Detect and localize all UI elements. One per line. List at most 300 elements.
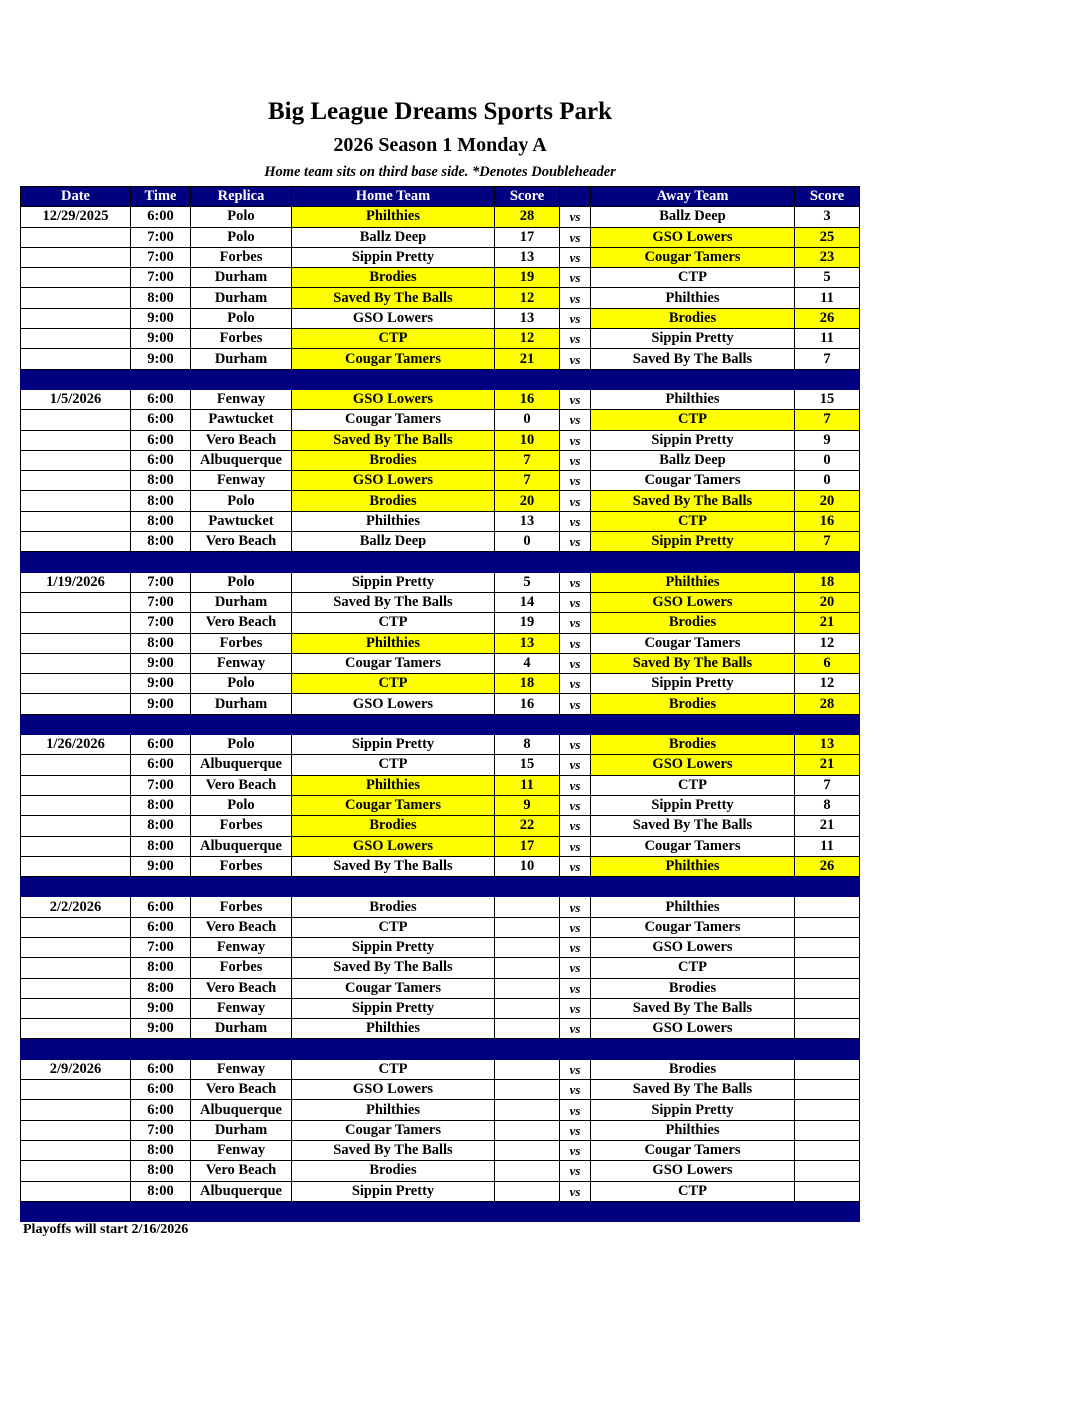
game-replica-field: Polo	[191, 491, 292, 511]
game-date	[21, 532, 131, 552]
vs-label: vs	[560, 613, 591, 633]
away-score	[795, 1181, 860, 1201]
away-team: Brodies	[591, 1059, 795, 1079]
home-team: Saved By The Balls	[292, 856, 495, 876]
game-replica-field: Forbes	[191, 329, 292, 349]
home-team: Philthies	[292, 1100, 495, 1120]
separator-cell	[292, 369, 495, 389]
game-time: 8:00	[131, 1140, 191, 1160]
game-time: 9:00	[131, 329, 191, 349]
game-row	[21, 268, 860, 288]
game-row	[21, 613, 860, 633]
game-row	[21, 958, 860, 978]
vs-label: vs	[560, 856, 591, 876]
game-row	[21, 694, 860, 714]
home-score: 4	[495, 653, 560, 673]
game-time: 7:00	[131, 247, 191, 267]
game-time: 8:00	[131, 1181, 191, 1201]
game-time: 9:00	[131, 308, 191, 328]
home-score	[495, 897, 560, 917]
separator-cell	[795, 877, 860, 897]
separator-cell	[591, 552, 795, 572]
away-score: 26	[795, 856, 860, 876]
col-header-vs	[560, 187, 591, 207]
away-score: 12	[795, 674, 860, 694]
vs-label: vs	[560, 998, 591, 1018]
game-row	[21, 349, 860, 369]
vs-label: vs	[560, 958, 591, 978]
game-time: 9:00	[131, 694, 191, 714]
away-score	[795, 917, 860, 937]
game-date: 2/2/2026	[21, 897, 131, 917]
week-separator-row	[21, 877, 860, 897]
game-row	[21, 795, 860, 815]
game-row	[21, 247, 860, 267]
away-team: CTP	[591, 268, 795, 288]
game-date	[21, 958, 131, 978]
game-replica-field: Durham	[191, 1019, 292, 1039]
separator-cell	[191, 552, 292, 572]
separator-cell	[560, 1201, 591, 1221]
separator-cell	[795, 714, 860, 734]
game-date	[21, 633, 131, 653]
home-score	[495, 1019, 560, 1039]
vs-label: vs	[560, 308, 591, 328]
away-score	[795, 1080, 860, 1100]
game-replica-field: Durham	[191, 268, 292, 288]
home-score: 17	[495, 836, 560, 856]
season-subtitle: 2026 Season 1 Monday A	[333, 134, 547, 156]
away-score: 11	[795, 329, 860, 349]
away-team: Cougar Tamers	[591, 917, 795, 937]
away-team: CTP	[591, 775, 795, 795]
game-time: 8:00	[131, 958, 191, 978]
home-team: Cougar Tamers	[292, 653, 495, 673]
away-team: GSO Lowers	[591, 1019, 795, 1039]
away-score: 25	[795, 227, 860, 247]
game-row	[21, 389, 860, 409]
page-title: Big League Dreams Sports Park	[268, 98, 612, 125]
away-team: CTP	[591, 410, 795, 430]
away-team: Cougar Tamers	[591, 471, 795, 491]
home-team: GSO Lowers	[292, 389, 495, 409]
separator-cell	[292, 552, 495, 572]
game-row	[21, 775, 860, 795]
away-score: 7	[795, 410, 860, 430]
game-time: 6:00	[131, 755, 191, 775]
game-date	[21, 998, 131, 1018]
away-team: Sippin Pretty	[591, 430, 795, 450]
game-row	[21, 978, 860, 998]
game-time: 9:00	[131, 856, 191, 876]
separator-cell	[495, 877, 560, 897]
away-team: Cougar Tamers	[591, 1140, 795, 1160]
game-time: 6:00	[131, 917, 191, 937]
game-row	[21, 755, 860, 775]
away-score: 8	[795, 795, 860, 815]
away-score: 0	[795, 471, 860, 491]
game-date	[21, 836, 131, 856]
game-replica-field: Vero Beach	[191, 430, 292, 450]
away-team: GSO Lowers	[591, 1161, 795, 1181]
game-time: 7:00	[131, 937, 191, 957]
home-score: 20	[495, 491, 560, 511]
game-replica-field: Pawtucket	[191, 511, 292, 531]
home-team: Brodies	[292, 1161, 495, 1181]
away-score: 28	[795, 694, 860, 714]
away-team: Cougar Tamers	[591, 633, 795, 653]
home-score: 7	[495, 471, 560, 491]
vs-label: vs	[560, 735, 591, 755]
game-date	[21, 592, 131, 612]
home-score	[495, 1120, 560, 1140]
separator-cell	[131, 1201, 191, 1221]
game-row	[21, 1019, 860, 1039]
game-row	[21, 532, 860, 552]
away-score: 12	[795, 633, 860, 653]
game-time: 9:00	[131, 674, 191, 694]
game-time: 6:00	[131, 207, 191, 227]
away-score	[795, 1059, 860, 1079]
separator-cell	[495, 552, 560, 572]
away-team: GSO Lowers	[591, 592, 795, 612]
vs-label: vs	[560, 1161, 591, 1181]
col-header-away-score: Score	[795, 187, 860, 207]
home-team: Ballz Deep	[292, 227, 495, 247]
game-time: 9:00	[131, 349, 191, 369]
home-team: GSO Lowers	[292, 694, 495, 714]
game-time: 8:00	[131, 633, 191, 653]
home-score: 10	[495, 430, 560, 450]
game-date	[21, 755, 131, 775]
game-replica-field: Pawtucket	[191, 410, 292, 430]
away-score: 11	[795, 288, 860, 308]
away-score: 9	[795, 430, 860, 450]
away-team: Saved By The Balls	[591, 816, 795, 836]
vs-label: vs	[560, 836, 591, 856]
game-row	[21, 329, 860, 349]
vs-label: vs	[560, 491, 591, 511]
game-replica-field: Forbes	[191, 958, 292, 978]
vs-label: vs	[560, 1140, 591, 1160]
home-score: 5	[495, 572, 560, 592]
home-team: Brodies	[292, 897, 495, 917]
game-date	[21, 491, 131, 511]
schedule-note: Home team sits on third base side. *Denotes Doubleheader	[264, 164, 616, 180]
home-team: Philthies	[292, 207, 495, 227]
game-time: 8:00	[131, 816, 191, 836]
separator-cell	[292, 1201, 495, 1221]
game-replica-field: Albuquerque	[191, 1181, 292, 1201]
game-replica-field: Durham	[191, 592, 292, 612]
home-score	[495, 1161, 560, 1181]
game-row	[21, 207, 860, 227]
schedule-body	[21, 207, 860, 1222]
away-team: Ballz Deep	[591, 450, 795, 470]
away-score: 21	[795, 613, 860, 633]
separator-cell	[560, 1039, 591, 1059]
game-time: 7:00	[131, 1120, 191, 1140]
schedule-table	[20, 186, 860, 1222]
game-date: 1/19/2026	[21, 572, 131, 592]
game-row	[21, 450, 860, 470]
home-team: Cougar Tamers	[292, 795, 495, 815]
away-team: CTP	[591, 511, 795, 531]
vs-label: vs	[560, 795, 591, 815]
week-separator-row	[21, 714, 860, 734]
game-date	[21, 856, 131, 876]
home-score: 15	[495, 755, 560, 775]
game-replica-field: Forbes	[191, 816, 292, 836]
vs-label: vs	[560, 917, 591, 937]
game-replica-field: Forbes	[191, 897, 292, 917]
vs-label: vs	[560, 349, 591, 369]
away-score: 18	[795, 572, 860, 592]
home-score	[495, 1181, 560, 1201]
game-time: 6:00	[131, 1059, 191, 1079]
vs-label: vs	[560, 1019, 591, 1039]
game-date: 12/29/2025	[21, 207, 131, 227]
game-time: 7:00	[131, 268, 191, 288]
game-replica-field: Fenway	[191, 1140, 292, 1160]
away-score	[795, 1100, 860, 1120]
home-team: CTP	[292, 917, 495, 937]
game-row	[21, 1080, 860, 1100]
vs-label: vs	[560, 450, 591, 470]
game-row	[21, 735, 860, 755]
game-row	[21, 1161, 860, 1181]
home-team: Sippin Pretty	[292, 735, 495, 755]
game-replica-field: Forbes	[191, 633, 292, 653]
away-team: Cougar Tamers	[591, 247, 795, 267]
game-date	[21, 775, 131, 795]
game-time: 6:00	[131, 735, 191, 755]
game-time: 8:00	[131, 1161, 191, 1181]
game-time: 6:00	[131, 430, 191, 450]
vs-label: vs	[560, 897, 591, 917]
game-date	[21, 430, 131, 450]
game-replica-field: Vero Beach	[191, 1161, 292, 1181]
away-score	[795, 1019, 860, 1039]
week-separator-row	[21, 1201, 860, 1221]
game-replica-field: Fenway	[191, 471, 292, 491]
game-date	[21, 1161, 131, 1181]
away-score: 26	[795, 308, 860, 328]
vs-label: vs	[560, 775, 591, 795]
separator-cell	[191, 877, 292, 897]
home-score	[495, 917, 560, 937]
game-time: 8:00	[131, 795, 191, 815]
home-team: Sippin Pretty	[292, 1181, 495, 1201]
game-replica-field: Vero Beach	[191, 917, 292, 937]
game-replica-field: Fenway	[191, 653, 292, 673]
vs-label: vs	[560, 207, 591, 227]
home-score	[495, 937, 560, 957]
vs-label: vs	[560, 471, 591, 491]
away-team: Sippin Pretty	[591, 1100, 795, 1120]
home-team: CTP	[292, 755, 495, 775]
game-row	[21, 511, 860, 531]
game-time: 7:00	[131, 613, 191, 633]
vs-label: vs	[560, 755, 591, 775]
home-score: 7	[495, 450, 560, 470]
game-row	[21, 1140, 860, 1160]
away-team: Saved By The Balls	[591, 1080, 795, 1100]
separator-cell	[560, 369, 591, 389]
away-score: 5	[795, 268, 860, 288]
separator-cell	[560, 877, 591, 897]
col-header-home-team: Home Team	[292, 187, 495, 207]
game-row	[21, 288, 860, 308]
away-score: 23	[795, 247, 860, 267]
away-score: 20	[795, 491, 860, 511]
vs-label: vs	[560, 592, 591, 612]
separator-cell	[191, 1201, 292, 1221]
home-score: 17	[495, 227, 560, 247]
game-time: 7:00	[131, 592, 191, 612]
home-score	[495, 998, 560, 1018]
away-team: GSO Lowers	[591, 937, 795, 957]
col-header-date: Date	[21, 187, 131, 207]
game-time: 8:00	[131, 288, 191, 308]
game-row	[21, 592, 860, 612]
home-score: 14	[495, 592, 560, 612]
vs-label: vs	[560, 978, 591, 998]
home-team: CTP	[292, 1059, 495, 1079]
game-row	[21, 1120, 860, 1140]
separator-cell	[495, 1039, 560, 1059]
home-team: Ballz Deep	[292, 532, 495, 552]
game-row	[21, 937, 860, 957]
separator-cell	[591, 714, 795, 734]
home-team: CTP	[292, 674, 495, 694]
game-time: 8:00	[131, 511, 191, 531]
away-team: Saved By The Balls	[591, 998, 795, 1018]
home-team: GSO Lowers	[292, 308, 495, 328]
away-team: Philthies	[591, 856, 795, 876]
separator-cell	[560, 714, 591, 734]
home-score	[495, 978, 560, 998]
home-score: 11	[495, 775, 560, 795]
home-score	[495, 1080, 560, 1100]
separator-cell	[21, 1201, 131, 1221]
home-team: Brodies	[292, 450, 495, 470]
col-header-home-score: Score	[495, 187, 560, 207]
vs-label: vs	[560, 511, 591, 531]
game-date	[21, 917, 131, 937]
vs-label: vs	[560, 633, 591, 653]
home-team: CTP	[292, 329, 495, 349]
home-team: Cougar Tamers	[292, 410, 495, 430]
game-replica-field: Vero Beach	[191, 775, 292, 795]
game-time: 6:00	[131, 1080, 191, 1100]
game-row	[21, 1181, 860, 1201]
home-score: 16	[495, 389, 560, 409]
home-team: Saved By The Balls	[292, 1140, 495, 1160]
away-score: 15	[795, 389, 860, 409]
game-replica-field: Durham	[191, 1120, 292, 1140]
game-row	[21, 410, 860, 430]
game-replica-field: Fenway	[191, 998, 292, 1018]
home-score: 16	[495, 694, 560, 714]
week-separator-row	[21, 369, 860, 389]
home-score: 19	[495, 268, 560, 288]
game-replica-field: Albuquerque	[191, 755, 292, 775]
vs-label: vs	[560, 247, 591, 267]
separator-cell	[495, 369, 560, 389]
home-team: Sippin Pretty	[292, 937, 495, 957]
separator-cell	[131, 714, 191, 734]
game-time: 7:00	[131, 572, 191, 592]
away-team: Brodies	[591, 735, 795, 755]
vs-label: vs	[560, 268, 591, 288]
game-date	[21, 653, 131, 673]
game-replica-field: Durham	[191, 349, 292, 369]
away-score	[795, 1120, 860, 1140]
home-score: 9	[495, 795, 560, 815]
home-score: 0	[495, 410, 560, 430]
separator-cell	[21, 552, 131, 572]
away-team: Brodies	[591, 978, 795, 998]
game-date	[21, 308, 131, 328]
away-score: 0	[795, 450, 860, 470]
home-score: 22	[495, 816, 560, 836]
home-score: 12	[495, 329, 560, 349]
away-score: 3	[795, 207, 860, 227]
home-team: CTP	[292, 613, 495, 633]
game-replica-field: Albuquerque	[191, 1100, 292, 1120]
separator-cell	[292, 714, 495, 734]
separator-cell	[292, 1039, 495, 1059]
vs-label: vs	[560, 1100, 591, 1120]
home-team: Saved By The Balls	[292, 430, 495, 450]
game-replica-field: Polo	[191, 735, 292, 755]
vs-label: vs	[560, 674, 591, 694]
game-row	[21, 917, 860, 937]
separator-cell	[131, 1039, 191, 1059]
vs-label: vs	[560, 1080, 591, 1100]
week-separator-row	[21, 1039, 860, 1059]
game-row	[21, 897, 860, 917]
home-team: Saved By The Balls	[292, 288, 495, 308]
vs-label: vs	[560, 572, 591, 592]
away-team: Cougar Tamers	[591, 836, 795, 856]
vs-label: vs	[560, 694, 591, 714]
home-team: Cougar Tamers	[292, 978, 495, 998]
game-time: 6:00	[131, 1100, 191, 1120]
away-team: CTP	[591, 958, 795, 978]
game-time: 8:00	[131, 836, 191, 856]
game-replica-field: Polo	[191, 207, 292, 227]
away-score: 7	[795, 532, 860, 552]
game-replica-field: Albuquerque	[191, 450, 292, 470]
game-time: 8:00	[131, 978, 191, 998]
game-time: 9:00	[131, 998, 191, 1018]
separator-cell	[591, 1201, 795, 1221]
game-date	[21, 247, 131, 267]
game-time: 9:00	[131, 653, 191, 673]
separator-cell	[191, 1039, 292, 1059]
separator-cell	[21, 714, 131, 734]
home-team: GSO Lowers	[292, 836, 495, 856]
game-row	[21, 856, 860, 876]
home-score: 10	[495, 856, 560, 876]
game-row	[21, 572, 860, 592]
away-team: CTP	[591, 1181, 795, 1201]
game-replica-field: Vero Beach	[191, 613, 292, 633]
vs-label: vs	[560, 937, 591, 957]
home-team: Philthies	[292, 775, 495, 795]
